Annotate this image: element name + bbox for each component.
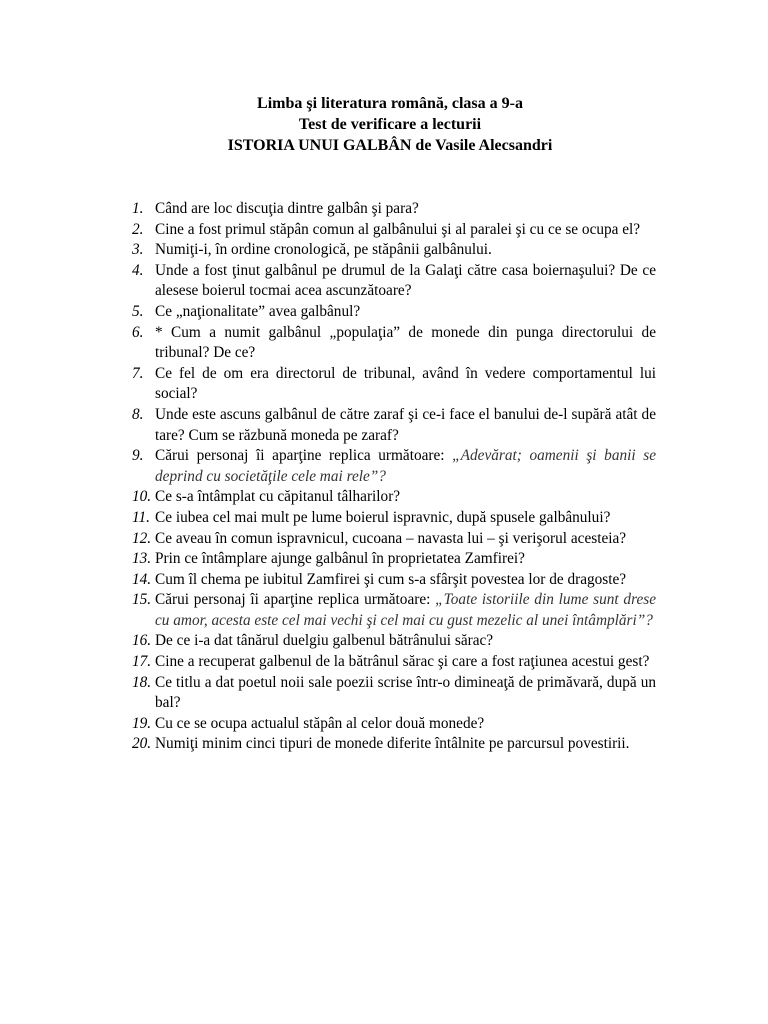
question-text: Ce „naţionalitate” avea galbânul?	[155, 302, 361, 320]
question-number: 9.	[132, 447, 144, 465]
question-text: Ce iubea cel mai mult pe lume boierul ispravnic, după spusele galbânului?	[155, 508, 611, 526]
question-quote: „Adevărat; oamenii şi banii se deprind cu societăţile cele mai rele”?	[155, 447, 656, 485]
question-text: Cărui personaj îi aparţine replica următoare:	[155, 447, 453, 465]
question-item	[132, 323, 656, 364]
question-quote: „Toate istoriile din lume sunt drese cu amor, acesta este cel mai vechi şi cel mai cu gust mezelic al unei întâmplări”?	[155, 591, 657, 629]
question-text: Unde a fost ţinut galbânul pe drumul de la Galaţi către casa boiernaşului? De ce alesese boierul tocmai acea ascunzătoare?	[155, 261, 656, 300]
question-number: 19.	[132, 714, 152, 732]
question-text: Numiţi-i, în ordine cronologică, pe stăpânii galbânului.	[155, 241, 492, 259]
question-item	[132, 673, 656, 714]
question-number: 13.	[132, 550, 152, 568]
question-item	[132, 734, 656, 755]
question-number: 1.	[132, 200, 144, 217]
question-item	[132, 590, 656, 631]
question-number: 15.	[132, 591, 152, 609]
question-text: Cu ce se ocupa actualul stăpân al celor două monede?	[155, 714, 485, 732]
question-item	[132, 652, 656, 673]
question-item	[132, 405, 656, 446]
question-number: 4.	[132, 261, 144, 279]
question-number: 11.	[132, 508, 150, 526]
question-text: Cărui personaj îi aparţine replica următoare:	[155, 591, 436, 609]
question-item	[132, 570, 656, 591]
question-list	[132, 199, 656, 755]
question-number: 10.	[132, 488, 152, 506]
question-item	[132, 487, 656, 508]
question-text: Ce fel de om era directorul de tribunal, având în vedere comportamentul lui social?	[155, 364, 656, 403]
question-item	[132, 199, 656, 220]
question-text: Ce s-a întâmplat cu căpitanul tâlharilor?	[155, 488, 401, 506]
heading-line-work: ISTORIA UNUI GALBÂN de Vasile Alecsandri	[227, 137, 553, 154]
question-number: 2.	[132, 220, 144, 238]
question-item	[132, 240, 656, 261]
question-item	[132, 446, 656, 487]
question-item	[132, 631, 656, 652]
question-number: 17.	[132, 653, 152, 671]
question-number: 14.	[132, 570, 152, 588]
question-text: Prin ce întâmplare ajunge galbânul în proprietatea Zamfirei?	[155, 550, 525, 568]
question-text: Cine a fost primul stăpân comun al galbânului şi al paralei şi cu ce se ocupa el?	[155, 220, 641, 238]
question-text: Cine a recuperat galbenul de la bătrânul sărac şi care a fost raţiunea acestui gest?	[155, 653, 650, 671]
question-number: 3.	[132, 241, 144, 259]
heading-line-subject: Limba şi literatura română, clasa a 9-a	[257, 95, 523, 112]
question-item	[132, 302, 656, 323]
question-text: Unde este ascuns galbânul de către zaraf şi ce-i face el banului de-l supără atât de tare? Cum se răzbună moneda pe zaraf?	[155, 405, 656, 444]
question-item	[132, 714, 656, 735]
question-number: 18.	[132, 673, 152, 691]
question-number: 6.	[132, 323, 144, 341]
document-heading	[0, 93, 768, 156]
question-text: De ce i-a dat tânărul duelgiu galbenul bătrânului sărac?	[155, 632, 494, 650]
question-number: 5.	[132, 302, 144, 320]
question-number: 8.	[132, 405, 144, 423]
question-text: Când are loc discuţia dintre galbân şi para?	[155, 200, 419, 217]
question-item	[132, 220, 656, 241]
question-text: Numiţi minim cinci tipuri de monede diferite întâlnite pe parcursul povestirii.	[155, 735, 630, 753]
question-number: 12.	[132, 529, 152, 547]
question-item	[132, 549, 656, 570]
question-item	[132, 364, 656, 405]
question-number: 16.	[132, 632, 152, 650]
question-text: Ce aveau în comun ispravnicul, cucoana – navasta lui – şi verişorul acesteia?	[155, 529, 627, 547]
question-number: 20.	[132, 735, 152, 753]
question-text: Cum îl chema pe iubitul Zamfirei şi cum s-a sfârşit povestea lor de dragoste?	[155, 570, 627, 588]
question-item	[132, 508, 656, 529]
question-text: * Cum a numit galbânul „populaţia” de monede din punga directorului de tribunal? De ce?	[155, 323, 656, 362]
question-item	[132, 261, 656, 302]
heading-line-test: Test de verificare a lecturii	[298, 116, 482, 133]
question-item	[132, 529, 656, 550]
question-text: Ce titlu a dat poetul noii sale poezii scrise într-o dimineaţă de primăvară, după un bal?	[155, 673, 656, 712]
question-number: 7.	[132, 364, 144, 382]
